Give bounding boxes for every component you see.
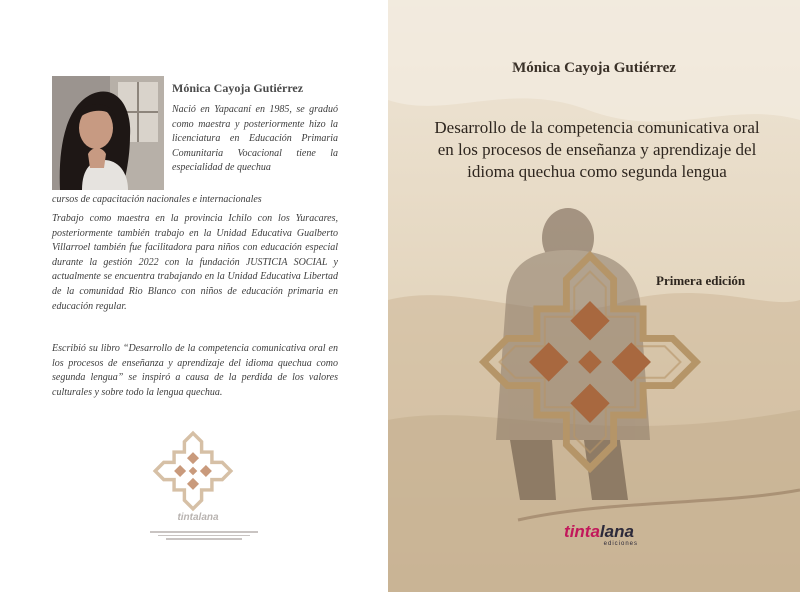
back-cover xyxy=(0,0,388,592)
edition-label: Primera edición xyxy=(656,273,746,288)
bio-paragraph-2: Trabajo como maestra en la provincia Ichilo con los Yuracares, posteriormente también trabajo en la Unidad Educativa Gualberto Villarroel también fue facilitadora para niños con educación especial durante la gestión 2022 con la fundación JUSTICIA SOCIAL y actualmente se encuentra trabajando en la Unidad Educativa Libertad de la comunidad Rio Blanco con niños de educación primaria en educación regular. xyxy=(52,213,338,312)
cover-author-name: Mónica Cayoja Gutiérrez xyxy=(512,60,676,76)
fine-print-line xyxy=(150,531,258,533)
publisher-word: tinta xyxy=(564,522,600,541)
publisher-accent: lana xyxy=(599,522,634,541)
chakana-logo-icon xyxy=(150,428,236,514)
publisher-logo xyxy=(554,524,644,554)
bio-paragraph-3: Escribió su libro “Desarrollo de la competencia comunicativa oral en los procesos de enseñanza y aprendizaje del idioma quechua como segunda lengua” se inspiró a causa de la perdida de los valores culturales y sobre todo la lengua quechua. xyxy=(52,343,338,398)
bio-paragraph-1: Nació en Yapacaní en 1985, se graduó como maestra y posteriormente hizo la licenciatura en Educación Primaria Comunitaria Vocacional tiene la especialidad de quechua xyxy=(172,104,338,174)
publisher-fine-print xyxy=(150,529,260,542)
fine-print-line xyxy=(158,535,250,537)
publisher-accent-small: lana xyxy=(198,512,219,523)
front-cover xyxy=(388,0,800,592)
author-name: Mónica Cayoja Gutiérrez xyxy=(172,81,304,95)
publisher-word-small: tinta xyxy=(177,512,199,523)
author-photo xyxy=(52,76,164,190)
publisher-subtitle: ediciones xyxy=(603,541,638,547)
bio-paragraph-1-continuation: cursos de capacitación nacionales e internacionales xyxy=(52,194,262,205)
book-title: Desarrollo de la competencia comunicativa oral en los procesos de enseñanza y aprendizaje del idioma quechua como segunda lengua xyxy=(434,118,760,181)
fine-print-line xyxy=(166,538,242,540)
